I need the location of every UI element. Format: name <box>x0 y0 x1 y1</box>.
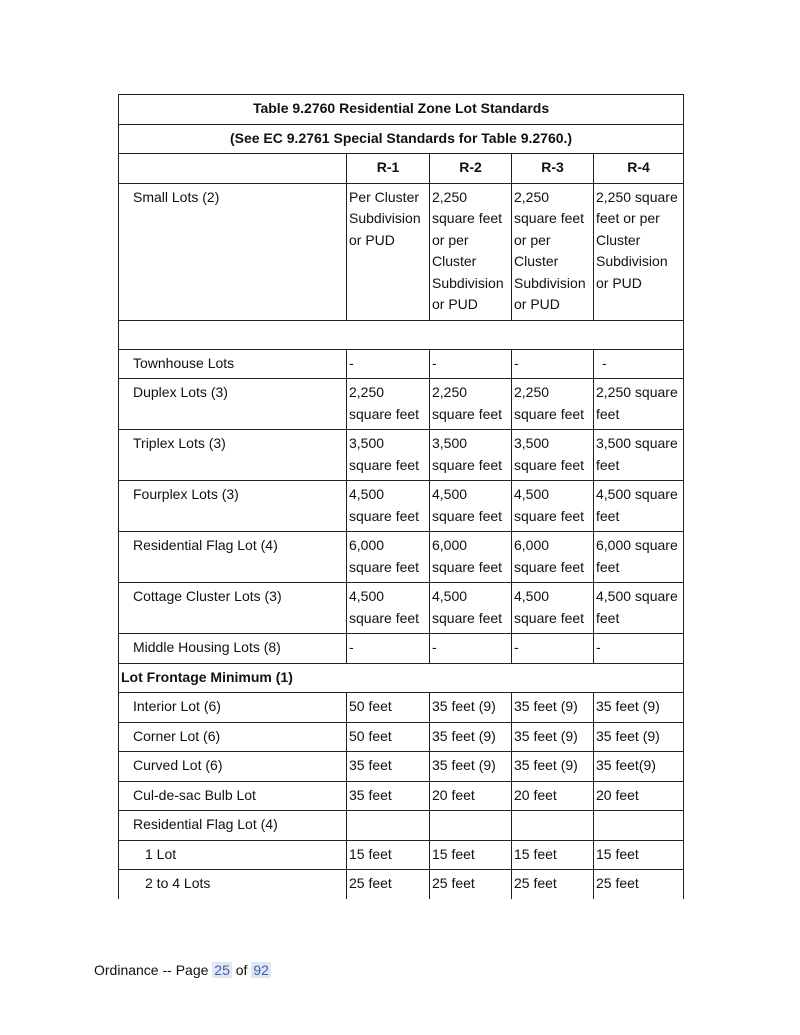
current-page-number[interactable]: 25 <box>214 962 230 978</box>
table-cell: - <box>347 634 430 664</box>
row-label: 1 Lot <box>119 840 347 870</box>
table-cell: 35 feet(9) <box>594 752 684 782</box>
table-cell: 35 feet (9) <box>512 693 594 723</box>
row-label: Middle Housing Lots (8) <box>119 634 347 664</box>
table-cell: 6,000 square feet <box>512 532 594 583</box>
table-cell: 3,500 square feet <box>594 430 684 481</box>
row-label: Residential Flag Lot (4) <box>119 811 347 841</box>
table-cell: - <box>430 634 512 664</box>
table-cell: 20 feet <box>512 781 594 811</box>
table-cell: 35 feet (9) <box>430 693 512 723</box>
section-heading-frontage: Lot Frontage Minimum (1) <box>119 663 684 693</box>
table-row <box>119 349 684 379</box>
column-header-blank <box>119 154 347 184</box>
table-row <box>119 840 684 870</box>
table-row <box>119 481 684 532</box>
row-label: 2 to 4 Lots <box>119 870 347 899</box>
spacer-row <box>119 320 684 349</box>
row-label: Cul-de-sac Bulb Lot <box>119 781 347 811</box>
table-row <box>119 583 684 634</box>
table-cell: 35 feet (9) <box>512 752 594 782</box>
table-cell <box>512 811 594 841</box>
table-cell: 2,250 square feet <box>594 379 684 430</box>
footer-prefix: Ordinance -- Page <box>94 962 209 978</box>
table-cell: 2,250 square feet <box>347 379 430 430</box>
table-cell <box>347 811 430 841</box>
table-cell: 25 feet <box>347 870 430 899</box>
table-cell: 4,500 square feet <box>594 583 684 634</box>
table-row <box>119 634 684 664</box>
table-row <box>119 722 684 752</box>
lot-standards-table <box>118 94 684 899</box>
table-cell: 25 feet <box>512 870 594 899</box>
table-cell: 4,500 square feet <box>430 481 512 532</box>
table-cell: 4,500 square feet <box>347 583 430 634</box>
table-cell: 35 feet <box>347 781 430 811</box>
column-header: R-4 <box>594 154 684 184</box>
row-label: Townhouse Lots <box>119 349 347 379</box>
table-cell: 4,500 square feet <box>512 583 594 634</box>
table-row <box>119 379 684 430</box>
row-label: Interior Lot (6) <box>119 693 347 723</box>
table-cell: Per Cluster Subdivision or PUD <box>347 183 430 320</box>
table-cell: 2,250 square feet or per Cluster Subdivision or PUD <box>512 183 594 320</box>
table-cell: 2,250 square feet <box>512 379 594 430</box>
column-header-row <box>119 154 684 184</box>
table-cell: 35 feet (9) <box>512 722 594 752</box>
table-cell: 35 feet <box>347 752 430 782</box>
table-row <box>119 752 684 782</box>
table-cell: 2,250 square feet or per Cluster Subdivision or PUD <box>594 183 684 320</box>
table-cell: 15 feet <box>512 840 594 870</box>
row-label: Cottage Cluster Lots (3) <box>119 583 347 634</box>
table-cell: 4,500 square feet <box>594 481 684 532</box>
table-cell: 50 feet <box>347 722 430 752</box>
row-label: Curved Lot (6) <box>119 752 347 782</box>
table-row <box>119 781 684 811</box>
row-label: Triplex Lots (3) <box>119 430 347 481</box>
column-header: R-2 <box>430 154 512 184</box>
table-cell: 15 feet <box>430 840 512 870</box>
table-cell: 20 feet <box>594 781 684 811</box>
table-cell <box>430 811 512 841</box>
column-header: R-1 <box>347 154 430 184</box>
table-cell: 35 feet (9) <box>594 693 684 723</box>
table-cell: 4,500 square feet <box>347 481 430 532</box>
row-label: Corner Lot (6) <box>119 722 347 752</box>
table-cell: 3,500 square feet <box>512 430 594 481</box>
table-cell: 2,250 square feet <box>430 379 512 430</box>
table-cell: 35 feet (9) <box>594 722 684 752</box>
table-cell: 6,000 square feet <box>594 532 684 583</box>
footer-of: of <box>235 962 248 978</box>
table-cell: 15 feet <box>594 840 684 870</box>
column-header: R-3 <box>512 154 594 184</box>
table-cell: 25 feet <box>594 870 684 899</box>
table-cell: - <box>347 349 430 379</box>
table-row <box>119 183 684 320</box>
table-cell: - <box>512 349 594 379</box>
row-label: Duplex Lots (3) <box>119 379 347 430</box>
table-subtitle: (See EC 9.2761 Special Standards for Table 9.2760.) <box>119 124 684 154</box>
table-cell: 35 feet (9) <box>430 722 512 752</box>
table-cell: 6,000 square feet <box>347 532 430 583</box>
table-cell: - <box>512 634 594 664</box>
table-row <box>119 811 684 841</box>
table-cell: 4,500 square feet <box>512 481 594 532</box>
table-row <box>119 532 684 583</box>
table-cell: 25 feet <box>430 870 512 899</box>
table-cell: - <box>594 634 684 664</box>
table-cell: 3,500 square feet <box>430 430 512 481</box>
table-cell: 20 feet <box>430 781 512 811</box>
table-row <box>119 870 684 899</box>
spacer-cell <box>119 320 684 349</box>
table-cell: 35 feet (9) <box>430 752 512 782</box>
table-cell: 15 feet <box>347 840 430 870</box>
table-cell: - <box>594 349 684 379</box>
table-cell <box>594 811 684 841</box>
table-cell: 50 feet <box>347 693 430 723</box>
table-cell: - <box>430 349 512 379</box>
table-cell: 2,250 square feet or per Cluster Subdivision or PUD <box>430 183 512 320</box>
table-cell: 3,500 square feet <box>347 430 430 481</box>
row-label: Fourplex Lots (3) <box>119 481 347 532</box>
table-cell: 4,500 square feet <box>430 583 512 634</box>
row-label: Small Lots (2) <box>119 183 347 320</box>
table-cell: 6,000 square feet <box>430 532 512 583</box>
table-row <box>119 693 684 723</box>
page-footer <box>94 962 271 978</box>
row-label: Residential Flag Lot (4) <box>119 532 347 583</box>
table-title: Table 9.2760 Residential Zone Lot Standards <box>119 95 684 125</box>
total-page-count[interactable]: 92 <box>253 962 269 978</box>
table-row <box>119 430 684 481</box>
